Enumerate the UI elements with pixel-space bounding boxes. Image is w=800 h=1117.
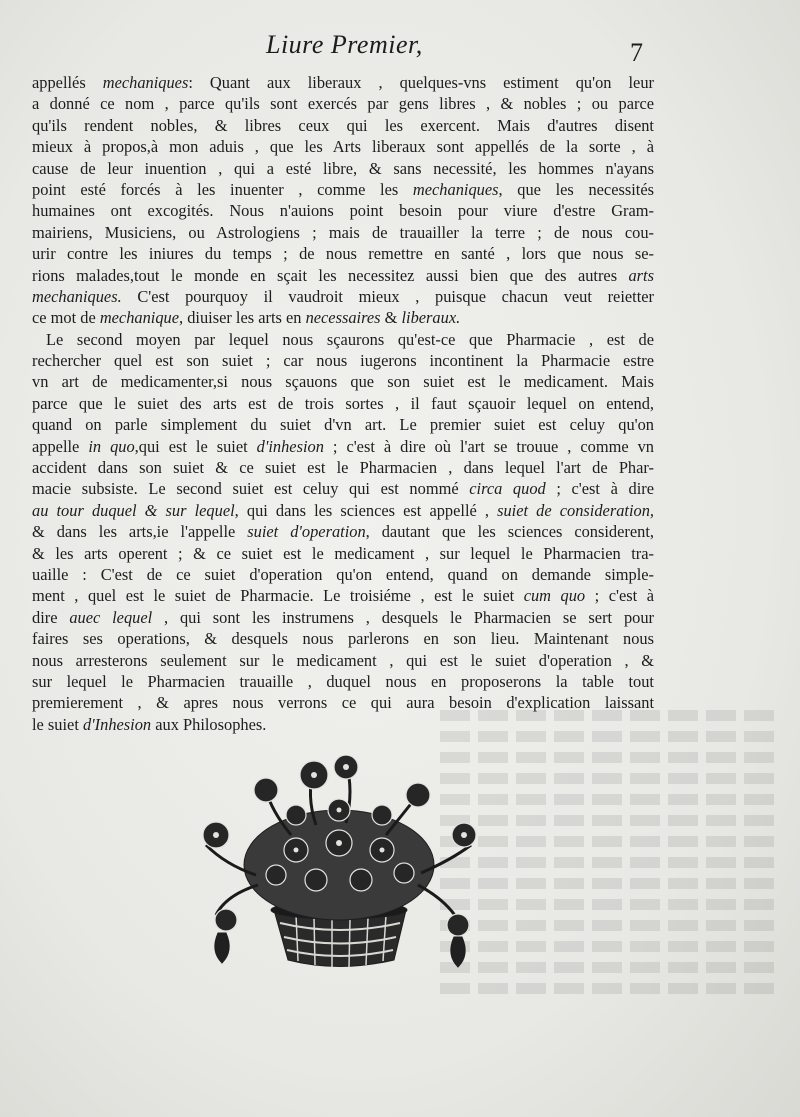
- text-line: [32, 265, 654, 286]
- text-run: macie subsiste. Le second suiet est celuy qui est nommé: [32, 479, 470, 499]
- text-run: ment , quel est le suiet de Pharmacie. Le troisiéme , est le suiet: [32, 586, 524, 606]
- text-line: [32, 500, 654, 521]
- text-run: , diuiser les arts en: [179, 308, 306, 328]
- italic-term: liberaux.: [401, 308, 461, 328]
- text-line: [32, 671, 654, 692]
- text-run: aux Philosophes.: [151, 714, 267, 734]
- text-line: [32, 350, 654, 371]
- text-line: [32, 72, 654, 93]
- text-line: [32, 628, 654, 649]
- text-run: cause de leur inuention , qui a esté libre, & sans necessité, les hommes n'ayans: [32, 158, 654, 178]
- text-line: [32, 543, 654, 564]
- text-line: [32, 564, 654, 585]
- text-run: quand on parle simplement du suiet d'vn art. Le premier suiet est celuy qu'on: [32, 415, 654, 435]
- text-run: Le second moyen par lequel nous sçaurons qu'est-ce que Pharmacie , est de: [46, 329, 654, 349]
- text-line: [32, 136, 654, 157]
- text-run: uaille : C'est de ce suiet d'operation qu'on entend, quand on demande simple-: [32, 564, 654, 584]
- text-run: appelle: [32, 436, 89, 456]
- text-run: ; c'est à dire: [545, 479, 654, 499]
- text-run: point esté forcés à les inuenter , comme les: [32, 179, 413, 199]
- text-run: ce mot de: [32, 308, 100, 328]
- text-line: [32, 158, 654, 179]
- text-run: &: [380, 308, 402, 328]
- text-run: appellés: [32, 73, 103, 92]
- text-line: [32, 607, 654, 628]
- text-run: , dautant que les sciences considerent,: [365, 522, 654, 542]
- flower-basket-woodcut-icon: [196, 755, 482, 985]
- text-run: qu'ils rendent nobles, & libres ceux qui les exercent. Mais d'autres disent: [32, 115, 654, 135]
- text-run: ,qui est le suiet: [134, 436, 257, 456]
- italic-term: mechaniques.: [32, 286, 122, 306]
- italic-term: circa quod: [469, 479, 546, 499]
- text-line: [32, 286, 654, 307]
- text-line: [32, 521, 654, 542]
- text-run: ; c'est à: [585, 586, 654, 606]
- text-line: [32, 222, 654, 243]
- text-line: [32, 692, 654, 713]
- text-line: [32, 93, 654, 114]
- text-line: [32, 393, 654, 414]
- text-run: sur lequel le Pharmacien trauaille , duquel nous en proposerons la table tout: [32, 671, 654, 691]
- italic-term: suiet de consideration,: [497, 500, 654, 520]
- text-line: [32, 200, 654, 221]
- text-run: parce que le suiet des arts est de trois sortes , il faut sçauoir lequel on entend,: [32, 393, 654, 413]
- text-run: urir contre les iniures du temps ; de nous remettre en santé , lors que nous se-: [32, 244, 654, 264]
- italic-term: mechaniques: [102, 73, 189, 92]
- text-run: , que les necessités: [498, 179, 654, 199]
- text-run: C'est pourquoy il vaudroit mieux , puisque chacun veut reietter: [121, 286, 654, 306]
- italic-term: cum quo: [523, 586, 586, 606]
- text-line: [32, 457, 654, 478]
- bleed-through-text: [440, 700, 780, 1020]
- text-line: [32, 478, 654, 499]
- text-run: vn art de medicamenter,si nous sçauons que son suiet est le medicament. Mais: [32, 372, 654, 392]
- text-run: ; c'est à dire où l'art se trouue , comme vn: [323, 436, 654, 456]
- italic-term: suiet d'operation: [247, 522, 366, 542]
- running-head-title: Liure Premier,: [266, 30, 423, 59]
- text-run: & dans les arts,ie l'appelle: [32, 522, 248, 542]
- text-line: [32, 371, 654, 392]
- text-run: humaines ont excogités. Nous n'auions point besoin pour viure d'estre Gram-: [32, 201, 654, 221]
- text-run: accident dans son suiet & ce suiet est le Pharmacien , dans lequel l'art de Phar-: [32, 458, 654, 478]
- body-text: [32, 72, 654, 735]
- italic-term: auec lequel: [69, 607, 153, 627]
- running-head: [0, 30, 800, 67]
- text-run: rechercher quel est son suiet ; car nous iugerons incontinent la Pharmacie estre: [32, 351, 654, 371]
- text-run: dire: [32, 607, 70, 627]
- text-run: mairiens, Musiciens, ou Astrologiens ; mais de trauailler la terre ; de nous cou-: [32, 222, 654, 242]
- text-run: faires ses operations, & desquels nous parlerons en son lieu. Maintenant nous: [32, 629, 654, 649]
- text-line: [32, 436, 654, 457]
- italic-term: au tour duquel & sur lequel: [32, 500, 235, 520]
- text-line: [32, 585, 654, 606]
- text-line: [32, 243, 654, 264]
- text-line: [32, 650, 654, 671]
- text-run: , qui dans les sciences est appellé ,: [234, 500, 498, 520]
- italic-term: arts: [628, 265, 654, 285]
- text-run: a donné ce nom , parce qu'ils sont exercés par gens libres , & nobles ; ou parce: [32, 94, 654, 114]
- text-line: [32, 329, 654, 350]
- italic-term: d'inhesion: [256, 436, 324, 456]
- text-run: rions malades,tout le monde en sçait les necessitez aussi bien que des autres: [32, 265, 629, 285]
- italic-term: mechaniques: [412, 179, 499, 199]
- text-line: [32, 179, 654, 200]
- text-run: mieux à propos,à mon aduis , que les Arts liberaux sont appellés de la sorte , à: [32, 137, 654, 157]
- italic-term: necessaires: [305, 308, 381, 328]
- text-run: : Quant aux liberaux , quelques-vns estiment qu'on leur: [188, 73, 654, 92]
- text-line: [32, 115, 654, 136]
- italic-term: d'Inhesion: [82, 714, 152, 734]
- italic-term: mechanique: [99, 308, 180, 328]
- italic-term: in quo: [88, 436, 135, 456]
- text-run: , qui sont les instrumens , desquels le Pharmacien se sert pour: [152, 607, 654, 627]
- text-line: [32, 414, 654, 435]
- text-run: nous arresterons seulement sur le medicament , qui est le suiet d'operation , &: [32, 650, 654, 670]
- page-number: 7: [630, 38, 643, 67]
- text-run: premierement , & apres nous verrons ce qui aura besoin d'explication laissant: [32, 693, 654, 713]
- text-line: [32, 714, 654, 735]
- text-line: [32, 307, 654, 328]
- text-run: le suiet: [32, 714, 83, 734]
- text-run: & les arts operent ; & ce suiet est le medicament , sur lequel le Pharmacien tra-: [32, 543, 654, 563]
